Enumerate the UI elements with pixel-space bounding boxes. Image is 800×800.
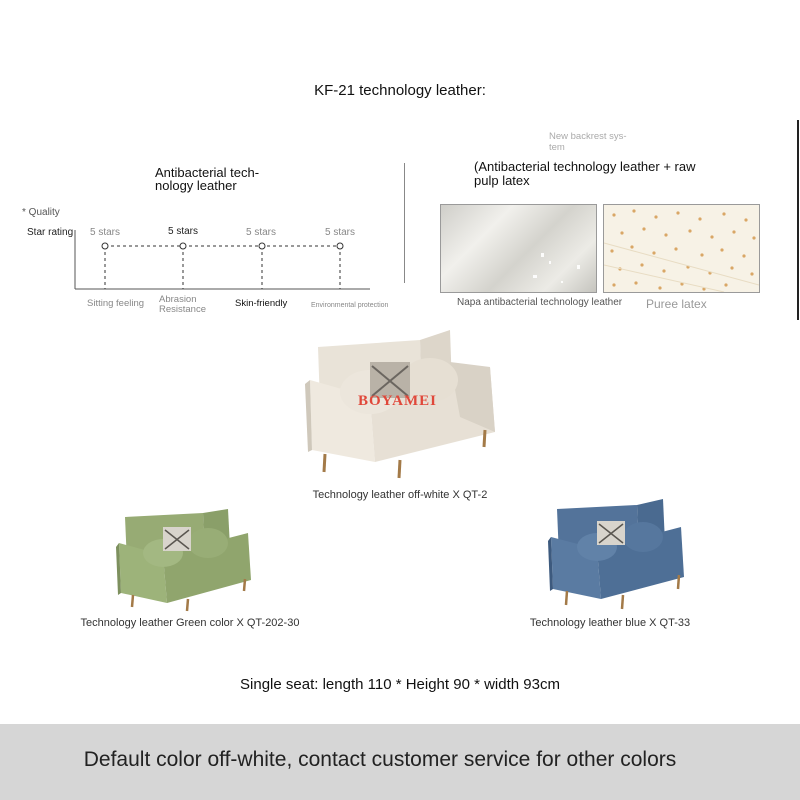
rating-point-1 [102,243,108,249]
rating-stars-4: 5 stars [325,227,356,238]
rating-stars-2: 5 stars [168,226,199,237]
footer-text: Default color off-white, contact customer service for other colors [83,748,677,771]
leather-swatch-caption: Napa antibacterial technology leather [457,297,623,308]
rating-stars-3: 5 stars [246,227,277,238]
leather-swatch-image [440,204,597,293]
product-caption-off-white: Technology leather off-white X QT-2 [312,489,488,501]
backrest-note: New backrest sys- tem [549,131,627,153]
rating-stars-1: 5 stars [90,227,121,238]
rating-point-2 [180,243,186,249]
product-caption-blue: Technology leather blue X QT-33 [529,617,691,629]
page-title: KF-21 technology leather: [314,82,486,99]
latex-swatch-caption: Puree latex [646,297,707,311]
category-sitting-feeling: Sitting feeling [87,298,145,309]
category-skin-friendly: Skin-friendly [235,298,288,309]
right-panel-heading: (Antibacterial technology leather + raw pulp latex [474,159,696,188]
panel-divider [404,163,405,283]
star-rating-label: Star rating [27,227,74,238]
latex-swatch-image [603,204,760,293]
rating-point-4 [337,243,343,249]
watermark-logo: BOYAMEI [358,393,437,409]
product-caption-green: Technology leather Green color X QT-202-30 [80,617,300,629]
left-heading-text: Antibacterial tech- nology leather [155,165,260,193]
dimensions-text: Single seat: length 110 * Height 90 * width 93cm [240,676,560,693]
category-environmental-protection: Environmental protection [311,302,389,309]
rating-point-3 [259,243,265,249]
edge-divider [797,120,799,320]
armchair-blue-image [545,497,690,615]
category-abrasion-resistance: Abrasion Resistance [159,294,206,315]
leather-drops [441,205,596,292]
armchair-green-image [113,505,258,615]
latex-holes [604,205,759,292]
quality-label: * Quality [22,207,60,218]
